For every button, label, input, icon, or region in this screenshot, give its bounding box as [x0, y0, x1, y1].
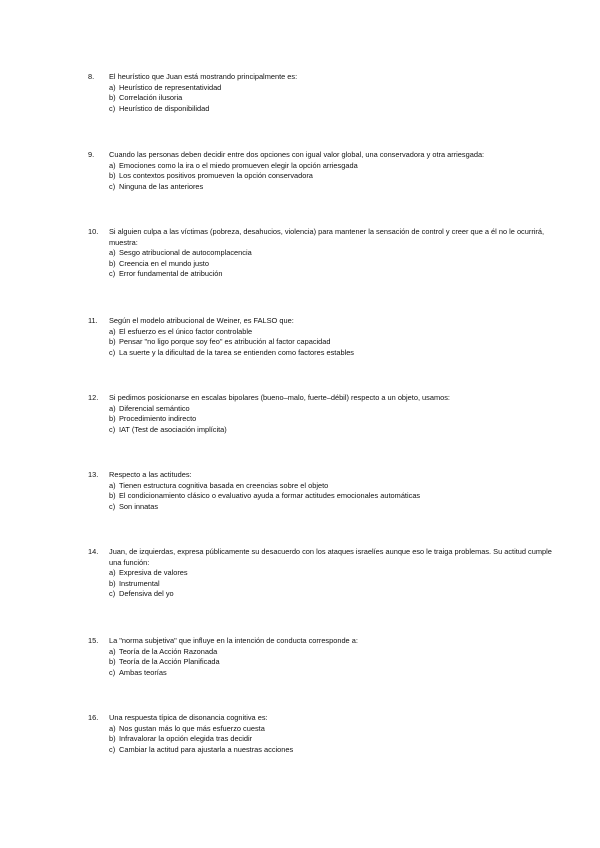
option-letter: b): [109, 657, 116, 667]
option-text: Diferencial semántico: [119, 403, 190, 413]
question-number: 10.: [88, 227, 99, 236]
option-a: [109, 404, 560, 415]
option-letter: b): [109, 337, 116, 347]
question-10: [88, 227, 560, 280]
question-13: [88, 470, 560, 512]
option-a: [109, 724, 560, 735]
option-b: [109, 93, 560, 104]
option-list: [88, 481, 560, 513]
option-text: Teoría de la Acción Planificada: [119, 657, 220, 667]
option-text: IAT (Test de asociación implícita): [119, 424, 227, 434]
option-a: [109, 83, 560, 94]
option-letter: b): [109, 171, 116, 181]
question-stem: [88, 316, 560, 327]
option-text: Son innatas: [119, 501, 159, 511]
question-number: 9.: [88, 150, 95, 159]
question-text: Respecto a las actitudes:: [109, 470, 192, 479]
option-text: Los contextos positivos promueven la opción conservadora: [119, 171, 313, 181]
option-text: Creencia en el mundo justo: [119, 258, 209, 268]
option-letter: a): [109, 568, 116, 578]
option-list: [88, 647, 560, 679]
option-letter: b): [109, 414, 116, 424]
option-text: Procedimiento indirecto: [119, 414, 197, 424]
question-number: 13.: [88, 470, 99, 479]
option-text: Cambiar la actitud para ajustarla a nuestras acciones: [119, 744, 294, 754]
option-list: [88, 327, 560, 359]
option-text: Heurístico de representatividad: [119, 82, 222, 92]
option-letter: b): [109, 258, 116, 268]
option-letter: a): [109, 326, 116, 336]
option-letter: c): [109, 181, 116, 191]
option-list: [88, 404, 560, 436]
question-stem: [88, 547, 560, 568]
option-text: Nos gustan más lo que más esfuerzo cuesta: [119, 723, 265, 733]
option-letter: b): [109, 578, 116, 588]
option-text: Instrumental: [119, 578, 160, 588]
option-c: [109, 668, 560, 679]
option-a: [109, 647, 560, 658]
question-number: 12.: [88, 393, 99, 402]
option-letter: c): [109, 269, 116, 279]
option-text: La suerte y la dificultad de la tarea se entienden como factores estables: [119, 347, 354, 357]
option-text: Pensar "no ligo porque soy feo" es atribución al factor capacidad: [119, 337, 331, 347]
question-text: Juan, de izquierdas, expresa públicamente su desacuerdo con los ataques israelíes aunque eso le traiga problemas. Su actitud cumple una función:: [109, 547, 552, 567]
option-letter: b): [109, 491, 116, 501]
option-b: [109, 491, 560, 502]
question-stem: [88, 636, 560, 647]
question-stem: [88, 393, 560, 404]
question-14: [88, 547, 560, 600]
question-stem: [88, 72, 560, 83]
option-text: Sesgo atribucional de autocomplacencia: [119, 248, 252, 258]
question-15: [88, 636, 560, 678]
option-text: Ambas teorías: [119, 667, 167, 677]
option-letter: b): [109, 734, 116, 744]
option-letter: a): [109, 646, 116, 656]
question-number: 11.: [88, 316, 98, 325]
question-text: Cuando las personas deben decidir entre dos opciones con igual valor global, una conservadora y otra arriesgada:: [109, 150, 485, 159]
question-12: [88, 393, 560, 435]
option-letter: c): [109, 347, 116, 357]
question-text: Según el modelo atribucional de Weiner, es FALSO que:: [109, 316, 294, 325]
question-text: Si pedimos posicionarse en escalas bipolares (bueno–malo, fuerte–débil) respecto a un objeto, usamos:: [109, 393, 450, 402]
option-letter: a): [109, 480, 116, 490]
option-letter: a): [109, 82, 116, 92]
option-text: Tienen estructura cognitiva basada en creencias sobre el objeto: [119, 480, 329, 490]
option-a: [109, 248, 560, 259]
option-c: [109, 589, 560, 600]
option-b: [109, 171, 560, 182]
option-c: [109, 745, 560, 756]
option-a: [109, 568, 560, 579]
question-text: Una respuesta típica de disonancia cognitiva es:: [109, 713, 268, 722]
option-b: [109, 414, 560, 425]
question-11: [88, 316, 560, 358]
option-a: [109, 481, 560, 492]
option-list: [88, 248, 560, 280]
option-c: [109, 269, 560, 280]
option-a: [109, 327, 560, 338]
option-text: Expresiva de valores: [119, 568, 188, 578]
question-16: [88, 713, 560, 755]
option-text: Ninguna de las anteriores: [119, 181, 204, 191]
option-b: [109, 734, 560, 745]
option-c: [109, 104, 560, 115]
option-b: [109, 579, 560, 590]
option-letter: c): [109, 744, 116, 754]
question-number: 15.: [88, 636, 99, 645]
option-b: [109, 657, 560, 668]
option-letter: b): [109, 93, 116, 103]
question-text: La "norma subjetiva" que influye en la intención de conducta corresponde a:: [109, 636, 358, 645]
option-list: [88, 83, 560, 115]
question-text: Si alguien culpa a las víctimas (pobreza, desahucios, violencia) para mantener la sensación de control y creer que a él no le ocurrirá, muestra:: [109, 227, 545, 247]
option-text: Error fundamental de atribución: [119, 269, 223, 279]
option-c: [109, 502, 560, 513]
option-text: Heurístico de disponibilidad: [119, 103, 210, 113]
question-8: [88, 72, 560, 114]
option-letter: c): [109, 103, 116, 113]
option-text: El esfuerzo es el único factor controlable: [119, 326, 253, 336]
option-text: Teoría de la Acción Razonada: [119, 646, 218, 656]
option-text: Infravalorar la opción elegida tras decidir: [119, 734, 253, 744]
question-stem: [88, 150, 560, 161]
option-letter: a): [109, 723, 116, 733]
option-text: Defensiva del yo: [119, 589, 174, 599]
option-text: Emociones como la ira o el miedo promueven elegir la opción arriesgada: [119, 160, 358, 170]
option-text: Correlación ilusoria: [119, 93, 183, 103]
option-letter: c): [109, 424, 116, 434]
option-text: El condicionamiento clásico o evaluativo ayuda a formar actitudes emocionales automáticas: [119, 491, 421, 501]
option-letter: a): [109, 160, 116, 170]
question-stem: [88, 713, 560, 724]
question-text: El heurístico que Juan está mostrando principalmente es:: [109, 72, 298, 81]
option-c: [109, 182, 560, 193]
question-stem: [88, 227, 560, 248]
option-letter: c): [109, 501, 116, 511]
option-list: [88, 724, 560, 756]
option-list: [88, 161, 560, 193]
option-letter: a): [109, 403, 116, 413]
option-b: [109, 259, 560, 270]
option-list: [88, 568, 560, 600]
question-number: 14.: [88, 547, 99, 556]
question-9: [88, 150, 560, 192]
question-number: 8.: [88, 72, 95, 81]
option-a: [109, 161, 560, 172]
question-number: 16.: [88, 713, 99, 722]
option-c: [109, 348, 560, 359]
option-b: [109, 337, 560, 348]
option-letter: c): [109, 589, 116, 599]
option-c: [109, 425, 560, 436]
question-stem: [88, 470, 560, 481]
option-letter: a): [109, 248, 116, 258]
option-letter: c): [109, 667, 116, 677]
